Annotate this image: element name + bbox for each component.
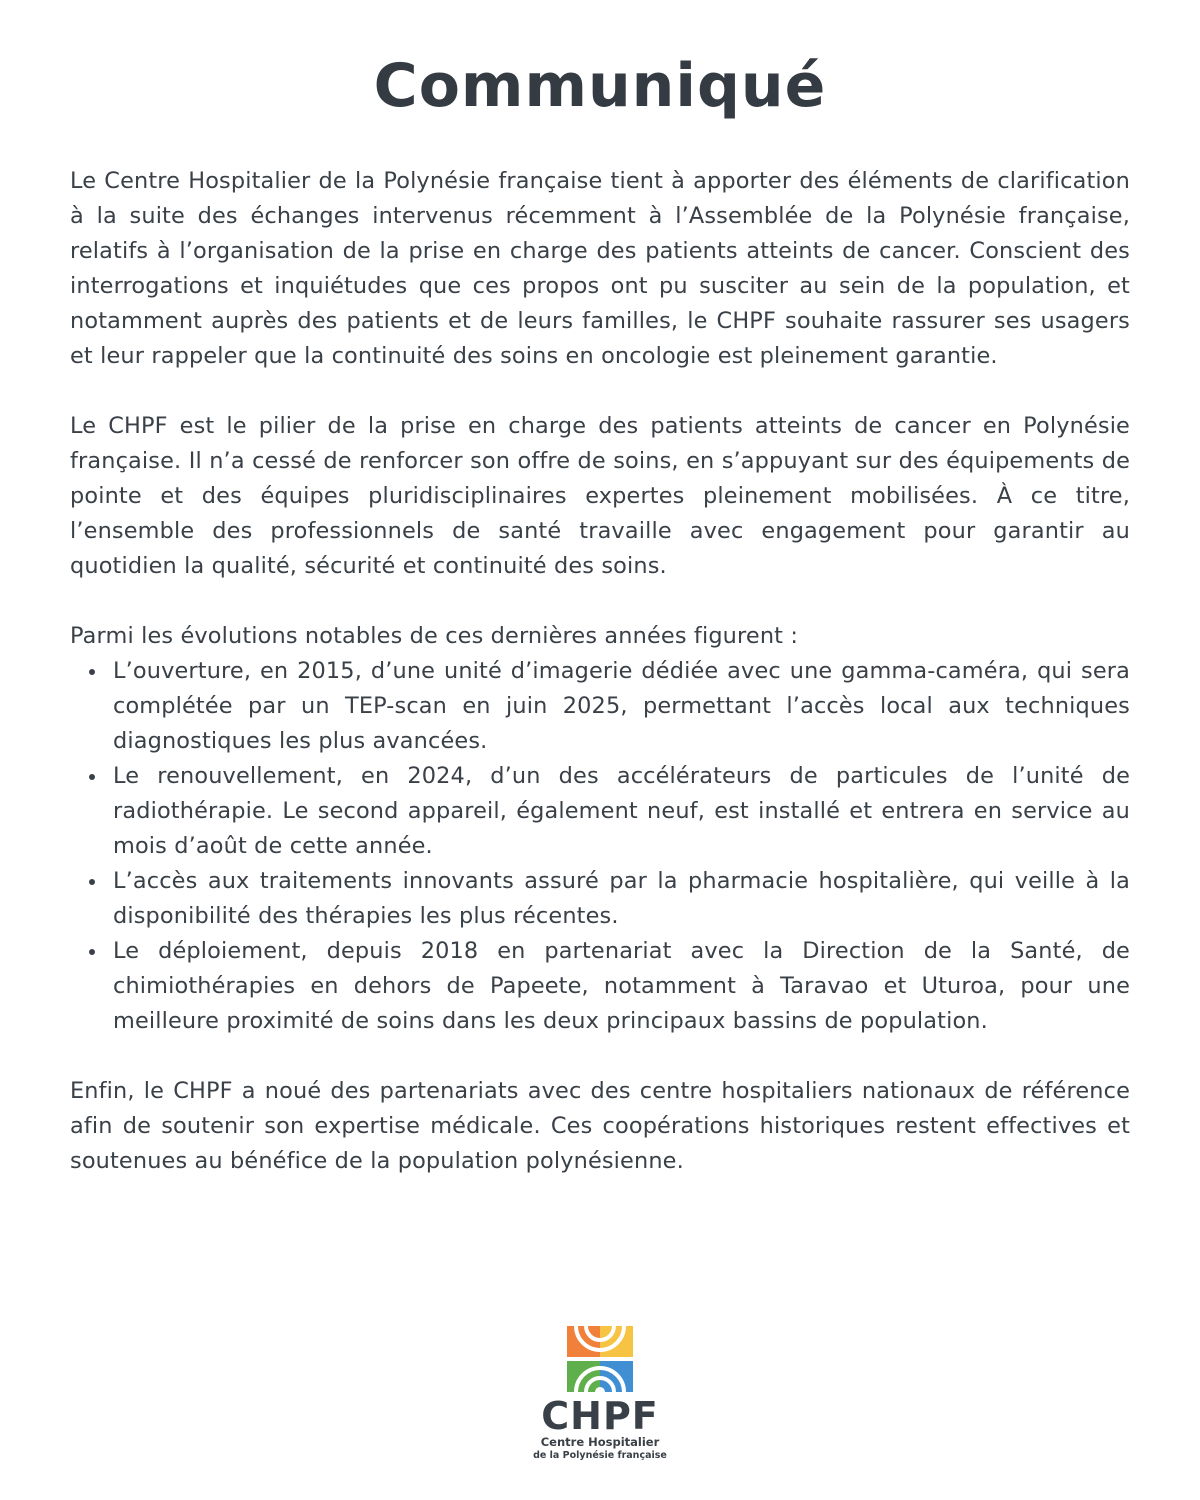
- communique-body: [70, 164, 1130, 1179]
- paragraph-pillar: Le CHPF est le pilier de la prise en charge des patients atteints de cancer en Polynésie française. Il n’a cessé de renforcer son offre de soins, en s’appuyant sur des équipements de pointe et des équipes pluridisciplinaires expertes pleinement mobilisées. À ce titre, l’ensemble des professionnels de santé travaille avec engagement pour garantir au quotidien la qualité, sécurité et continuité des soins.: [70, 413, 1130, 579]
- paragraph-closing: Enfin, le CHPF a noué des partenariats avec des centre hospitaliers nationaux de référence afin de soutenir son expertise médicale. Ces coopérations historiques restent effectives et soutenues au bénéfice de la population polynésienne.: [70, 1078, 1130, 1174]
- list-item: Le renouvellement, en 2024, d’un des accélérateurs de particules de l’unité de radiothérapie. Le second appareil, également neuf, est installé et entrera en service au mois d’août de cette année.: [113, 759, 1130, 864]
- evolutions-list: [70, 654, 1130, 1039]
- paragraph-intro: Le Centre Hospitalier de la Polynésie française tient à apporter des éléments de clarification à la suite des échanges intervenus récemment à l’Assemblée de la Polynésie française, relatifs à l’organisation de la prise en charge des patients atteints de cancer. Conscient des interrogations et inquiétudes que ces propos ont pu susciter au sein de la population, et notamment auprès des patients et de leurs familles, le CHPF souhaite rassurer ses usagers et leur rappeler que la continuité des soins en oncologie est pleinement garantie.: [70, 168, 1130, 369]
- logo-name: CHPF: [541, 1394, 659, 1438]
- list-item: L’ouverture, en 2015, d’une unité d’imagerie dédiée avec une gamma-caméra, qui sera complétée par un TEP-scan en juin 2025, permettant l’accès local aux techniques diagnostiques les plus avancées.: [113, 654, 1130, 759]
- logo-subtitle-line1: Centre Hospitalier: [540, 1435, 660, 1449]
- logo-subtitle-line2: de la Polynésie française: [533, 1450, 667, 1461]
- list-item: Le déploiement, depuis 2018 en partenariat avec la Direction de la Santé, de chimiothérapies en dehors de Papeete, notamment à Taravao et Uturoa, pour une meilleure proximité de soins dans les deux principaux bassins de population.: [113, 934, 1130, 1039]
- chpf-emblem-icon: [567, 1326, 633, 1392]
- page-title: Communiqué: [373, 51, 827, 121]
- list-intro: Parmi les évolutions notables de ces dernières années figurent :: [70, 623, 799, 649]
- list-item: L’accès aux traitements innovants assuré par la pharmacie hospitalière, qui veille à la disponibilité des thérapies les plus récentes.: [113, 864, 1130, 934]
- chpf-logo: [500, 1326, 700, 1462]
